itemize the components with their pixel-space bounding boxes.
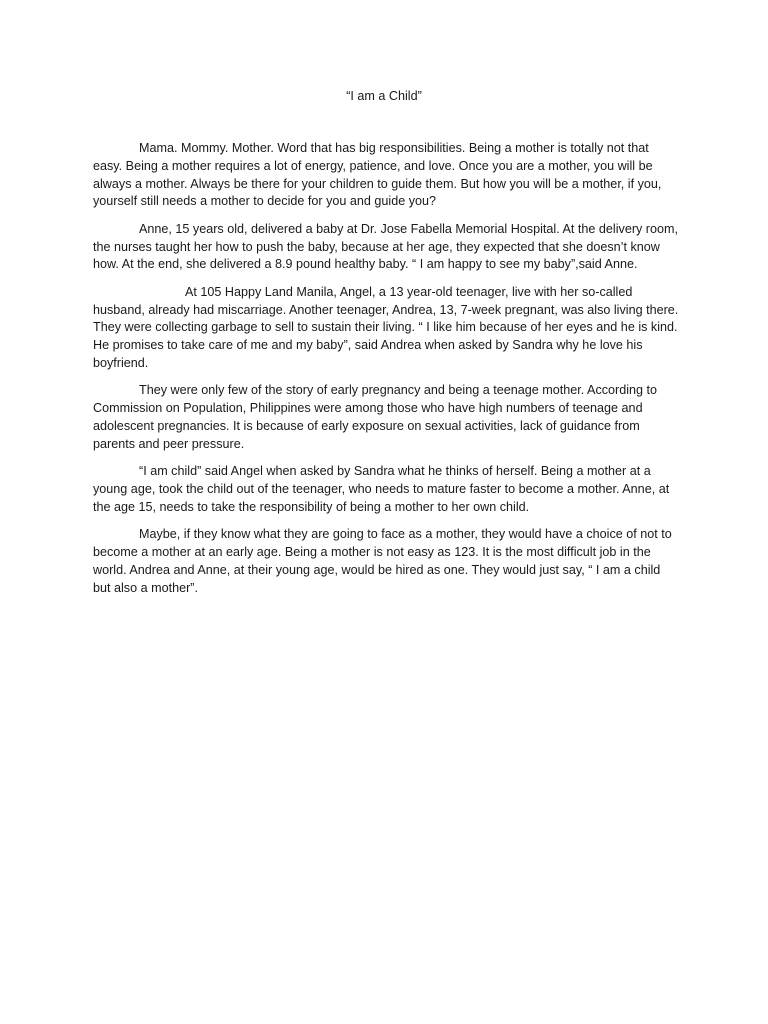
paragraph-i-am-child: “I am child” said Angel when asked by Sandra what he thinks of herself. Being a mother at a young age, took the child out of the teenager, who needs to mature faster to become a mother. Anne, at the age 15, needs to take the responsibility of being a mother to her own child. [93, 464, 670, 514]
paragraph-conclusion: Maybe, if they know what they are going to face as a mother, they would have a choice of not to become a mother at an early age. Being a mother is not easy as 123. It is the most difficult job in the world. Andrea and Anne, at their young age, would be hired as one. They would just say, “ I am a child but also a mother”. [93, 527, 672, 595]
paragraph-happy-land: At 105 Happy Land Manila, Angel, a 13 year-old teenager, live with her so-called husband, already had miscarriage. Another teenager, Andrea, 13, 7-week pregnant, was also living there. They were collecting garbage to sell to sustain their living. “ I like him because of her eyes and he is kind. He promises to take care of me and my baby”, said Andrea when asked by Sandra why he love his boyfriend. [93, 284, 679, 370]
paragraph-early-pregnancy: They were only few of the story of early pregnancy and being a teenage mother. According to Commission on Population, Philippines were among those who have high numbers of teenage and adolescent pregnancies. It is because of early exposure on sexual activities, lack of guidance from parents and peer pressure. [93, 383, 658, 451]
document-title: “I am a Child” [346, 89, 422, 103]
document-body [93, 140, 679, 607]
paragraph-intro: Mama. Mommy. Mother. Word that has big responsibilities. Being a mother is totally not that easy. Being a mother requires a lot of energy, patience, and love. Once you are a mother, you will be always a mother. Always be there for your children to guide them. But how you will be a mother, if you, yourself still needs a mother to decide for you and guide you? [93, 141, 662, 209]
paragraph-anne: Anne, 15 years old, delivered a baby at Dr. Jose Fabella Memorial Hospital. At the delivery room, the nurses taught her how to push the baby, because at her age, they expected that she doesn’t know how. At the end, she delivered a 8.9 pound healthy baby. “ I am happy to see my baby”,said Anne. [93, 221, 679, 272]
